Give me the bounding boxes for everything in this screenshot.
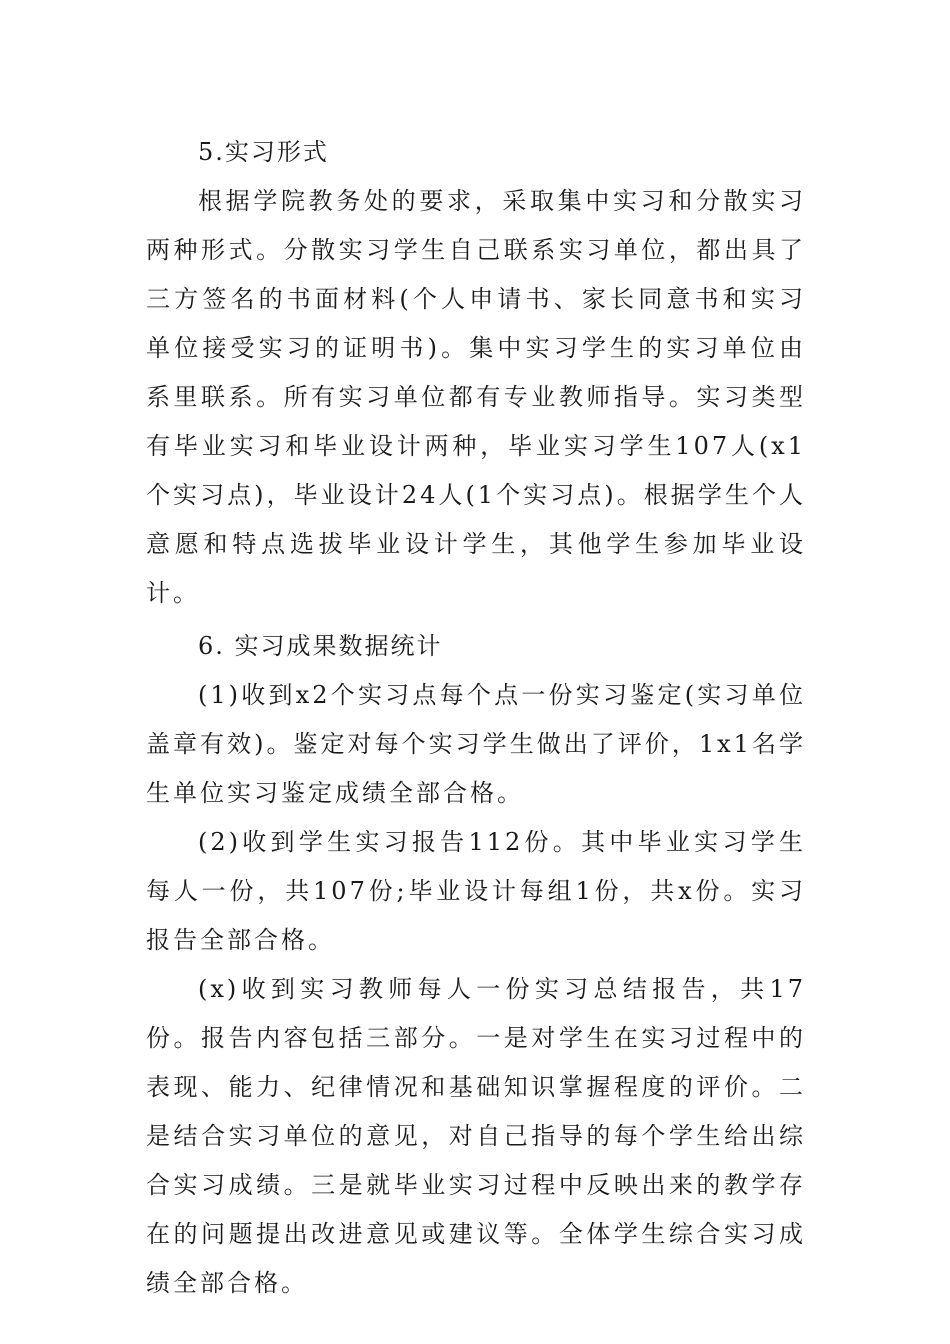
section-6-heading: 6. 实习成果数据统计 <box>198 632 443 660</box>
section-6-item-3: (x)收到实习教师每人一份实习总结报告，共17份。报告内容包括三部分。一是对学生在实习过程中的表现、能力、纪律情况和基础知识掌握程度的评价。二是结合实习单位的意见，对自己指导的每个学生给出综合实习成绩。三是就毕业实习过程中反映出来的教学存在的问题提出改进意见或建议等。全体学生综合实习成绩全部合格。 <box>146 975 806 1297</box>
document-page <box>146 128 806 1308</box>
section-6-item-1: (1)收到x2个实习点每个点一份实习鉴定(实习单位盖章有效)。鉴定对每个实习学生做出了评价，1x1名学生单位实习鉴定成绩全部合格。 <box>146 681 806 807</box>
section-5-heading: 5.实习形式 <box>198 138 329 166</box>
section-5-paragraph-1: 根据学院教务处的要求，采取集中实习和分散实习两种形式。分散实习学生自己联系实习单位，都出具了三方签名的书面材料(个人申请书、家长同意书和实习单位接受实习的证明书)。集中实习学生的实习单位由系里联系。所有实习单位都有专业教师指导。实习类型有毕业实习和毕业设计两种，毕业实习学生107人(x1个实习点)，毕业设计24人(1个实习点)。根据学生个人意愿和特点选拔毕业设计学生，其他学生参加毕业设计。 <box>146 187 806 607</box>
section-6-item-2: (2)收到学生实习报告112份。其中毕业实习学生每人一份，共107份;毕业设计每组1份，共x份。实习报告全部合格。 <box>146 828 806 954</box>
